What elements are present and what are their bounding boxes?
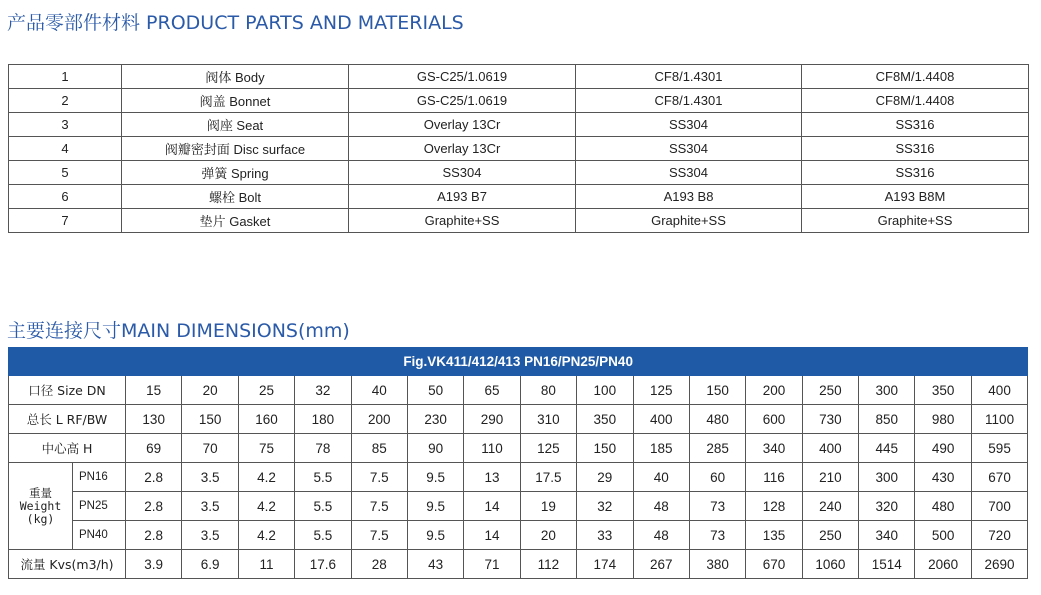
- weight-row: [9, 463, 1028, 492]
- height-value: 445: [859, 434, 915, 463]
- height-value: 110: [464, 434, 520, 463]
- size-value: 40: [351, 376, 407, 405]
- size-value: 150: [689, 376, 745, 405]
- length-value: 310: [520, 405, 576, 434]
- part-number: 5: [9, 161, 122, 185]
- weight-value: 2.8: [126, 463, 182, 492]
- length-value: 480: [689, 405, 745, 434]
- weight-value: 29: [577, 463, 633, 492]
- length-value: 600: [746, 405, 802, 434]
- size-value: 20: [182, 376, 238, 405]
- size-value: 125: [633, 376, 689, 405]
- part-number: 4: [9, 137, 122, 161]
- height-value: 490: [915, 434, 971, 463]
- length-row: [9, 405, 1028, 434]
- weight-value: 240: [802, 492, 858, 521]
- main-dimensions-table: [8, 347, 1028, 579]
- material-3: CF8M/1.4408: [802, 65, 1029, 89]
- height-value: 125: [520, 434, 576, 463]
- parts-row: [9, 185, 1029, 209]
- flow-label: 流量 Kvs(m3/h): [9, 550, 126, 579]
- weight-value: 73: [689, 492, 745, 521]
- material-2: SS304: [576, 137, 802, 161]
- flow-value: 6.9: [182, 550, 238, 579]
- flow-value: 3.9: [126, 550, 182, 579]
- weight-value: 4.2: [238, 521, 294, 550]
- material-3: CF8M/1.4408: [802, 89, 1029, 113]
- material-3: SS316: [802, 161, 1029, 185]
- material-3: SS316: [802, 113, 1029, 137]
- parts-row: [9, 209, 1029, 233]
- parts-row: [9, 113, 1029, 137]
- part-name: 螺栓 Bolt: [122, 185, 349, 209]
- height-value: 85: [351, 434, 407, 463]
- height-row: [9, 434, 1028, 463]
- weight-value: 7.5: [351, 492, 407, 521]
- weight-value: 7.5: [351, 463, 407, 492]
- weight-row: [9, 492, 1028, 521]
- part-name: 阀体 Body: [122, 65, 349, 89]
- pn-label: PN16: [73, 463, 126, 492]
- weight-value: 32: [577, 492, 633, 521]
- material-2: Graphite+SS: [576, 209, 802, 233]
- material-2: SS304: [576, 113, 802, 137]
- weight-value: 7.5: [351, 521, 407, 550]
- material-2: A193 B8: [576, 185, 802, 209]
- size-value: 25: [238, 376, 294, 405]
- flow-value: 17.6: [295, 550, 351, 579]
- length-value: 230: [407, 405, 463, 434]
- part-name: 阀盖 Bonnet: [122, 89, 349, 113]
- height-value: 340: [746, 434, 802, 463]
- part-number: 7: [9, 209, 122, 233]
- part-number: 6: [9, 185, 122, 209]
- size-row: [9, 376, 1028, 405]
- weight-value: 3.5: [182, 492, 238, 521]
- weight-value: 14: [464, 521, 520, 550]
- parts-heading: 产品零部件材料 PRODUCT PARTS AND MATERIALS: [7, 12, 464, 34]
- part-number: 3: [9, 113, 122, 137]
- weight-value: 250: [802, 521, 858, 550]
- size-value: 100: [577, 376, 633, 405]
- weight-value: 480: [915, 492, 971, 521]
- weight-value: 700: [971, 492, 1027, 521]
- weight-value: 48: [633, 521, 689, 550]
- weight-value: 17.5: [520, 463, 576, 492]
- weight-value: 48: [633, 492, 689, 521]
- size-value: 400: [971, 376, 1027, 405]
- part-number: 2: [9, 89, 122, 113]
- size-value: 200: [746, 376, 802, 405]
- weight-value: 340: [859, 521, 915, 550]
- flow-value: 267: [633, 550, 689, 579]
- size-value: 350: [915, 376, 971, 405]
- flow-value: 71: [464, 550, 520, 579]
- flow-value: 670: [746, 550, 802, 579]
- size-value: 80: [520, 376, 576, 405]
- size-value: 65: [464, 376, 520, 405]
- flow-value: 43: [407, 550, 463, 579]
- pn-label: PN40: [73, 521, 126, 550]
- height-value: 90: [407, 434, 463, 463]
- dimensions-title: Fig.VK411/412/413 PN16/PN25/PN40: [9, 348, 1028, 376]
- material-1: GS-C25/1.0619: [349, 89, 576, 113]
- weight-value: 9.5: [407, 521, 463, 550]
- length-value: 130: [126, 405, 182, 434]
- length-value: 180: [295, 405, 351, 434]
- part-name: 阀瓣密封面 Disc surface: [122, 137, 349, 161]
- material-1: Overlay 13Cr: [349, 137, 576, 161]
- height-value: 75: [238, 434, 294, 463]
- flow-value: 380: [689, 550, 745, 579]
- weight-value: 13: [464, 463, 520, 492]
- length-value: 850: [859, 405, 915, 434]
- weight-row: [9, 521, 1028, 550]
- weight-value: 3.5: [182, 521, 238, 550]
- length-value: 400: [633, 405, 689, 434]
- weight-value: 73: [689, 521, 745, 550]
- length-value: 730: [802, 405, 858, 434]
- material-2: CF8/1.4301: [576, 65, 802, 89]
- size-value: 50: [407, 376, 463, 405]
- weight-value: 2.8: [126, 521, 182, 550]
- material-2: SS304: [576, 161, 802, 185]
- parts-row: [9, 65, 1029, 89]
- material-1: A193 B7: [349, 185, 576, 209]
- part-name: 弹簧 Spring: [122, 161, 349, 185]
- weight-value: 210: [802, 463, 858, 492]
- material-3: A193 B8M: [802, 185, 1029, 209]
- part-name: 阀座 Seat: [122, 113, 349, 137]
- weight-value: 670: [971, 463, 1027, 492]
- material-2: CF8/1.4301: [576, 89, 802, 113]
- height-value: 285: [689, 434, 745, 463]
- weight-value: 720: [971, 521, 1027, 550]
- parts-materials-table: [8, 64, 1029, 233]
- height-value: 400: [802, 434, 858, 463]
- weight-value: 2.8: [126, 492, 182, 521]
- weight-value: 320: [859, 492, 915, 521]
- height-value: 78: [295, 434, 351, 463]
- weight-value: 300: [859, 463, 915, 492]
- size-value: 300: [859, 376, 915, 405]
- weight-value: 20: [520, 521, 576, 550]
- weight-value: 9.5: [407, 492, 463, 521]
- material-3: SS316: [802, 137, 1029, 161]
- parts-row: [9, 137, 1029, 161]
- flow-value: 174: [577, 550, 633, 579]
- material-3: Graphite+SS: [802, 209, 1029, 233]
- flow-value: 11: [238, 550, 294, 579]
- height-value: 595: [971, 434, 1027, 463]
- weight-value: 128: [746, 492, 802, 521]
- flow-value: 2060: [915, 550, 971, 579]
- weight-value: 19: [520, 492, 576, 521]
- parts-row: [9, 89, 1029, 113]
- weight-value: 5.5: [295, 521, 351, 550]
- weight-value: 430: [915, 463, 971, 492]
- length-value: 290: [464, 405, 520, 434]
- material-1: GS-C25/1.0619: [349, 65, 576, 89]
- weight-value: 4.2: [238, 463, 294, 492]
- weight-value: 3.5: [182, 463, 238, 492]
- height-value: 185: [633, 434, 689, 463]
- length-value: 150: [182, 405, 238, 434]
- height-value: 70: [182, 434, 238, 463]
- height-value: 69: [126, 434, 182, 463]
- parts-row: [9, 161, 1029, 185]
- flow-value: 2690: [971, 550, 1027, 579]
- weight-value: 116: [746, 463, 802, 492]
- length-value: 200: [351, 405, 407, 434]
- height-label: 中心高 H: [9, 434, 126, 463]
- flow-value: 112: [520, 550, 576, 579]
- dimensions-title-row: [9, 348, 1028, 376]
- length-value: 1100: [971, 405, 1027, 434]
- weight-value: 4.2: [238, 492, 294, 521]
- part-number: 1: [9, 65, 122, 89]
- weight-value: 5.5: [295, 492, 351, 521]
- weight-value: 135: [746, 521, 802, 550]
- part-name: 垫片 Gasket: [122, 209, 349, 233]
- size-value: 15: [126, 376, 182, 405]
- size-value: 250: [802, 376, 858, 405]
- flow-value: 1514: [859, 550, 915, 579]
- size-value: 32: [295, 376, 351, 405]
- pn-label: PN25: [73, 492, 126, 521]
- flow-value: 1060: [802, 550, 858, 579]
- height-value: 150: [577, 434, 633, 463]
- material-1: Overlay 13Cr: [349, 113, 576, 137]
- length-value: 160: [238, 405, 294, 434]
- material-1: SS304: [349, 161, 576, 185]
- weight-value: 500: [915, 521, 971, 550]
- weight-value: 33: [577, 521, 633, 550]
- dimensions-heading: 主要连接尺寸MAIN DIMENSIONS(mm): [7, 320, 350, 342]
- length-value: 980: [915, 405, 971, 434]
- length-value: 350: [577, 405, 633, 434]
- length-label: 总长 L RF/BW: [9, 405, 126, 434]
- weight-label: 重量 Weight (kg): [9, 463, 73, 550]
- weight-value: 5.5: [295, 463, 351, 492]
- flow-row: [9, 550, 1028, 579]
- weight-value: 40: [633, 463, 689, 492]
- weight-value: 14: [464, 492, 520, 521]
- material-1: Graphite+SS: [349, 209, 576, 233]
- weight-value: 9.5: [407, 463, 463, 492]
- size-label: 口径 Size DN: [9, 376, 126, 405]
- flow-value: 28: [351, 550, 407, 579]
- weight-value: 60: [689, 463, 745, 492]
